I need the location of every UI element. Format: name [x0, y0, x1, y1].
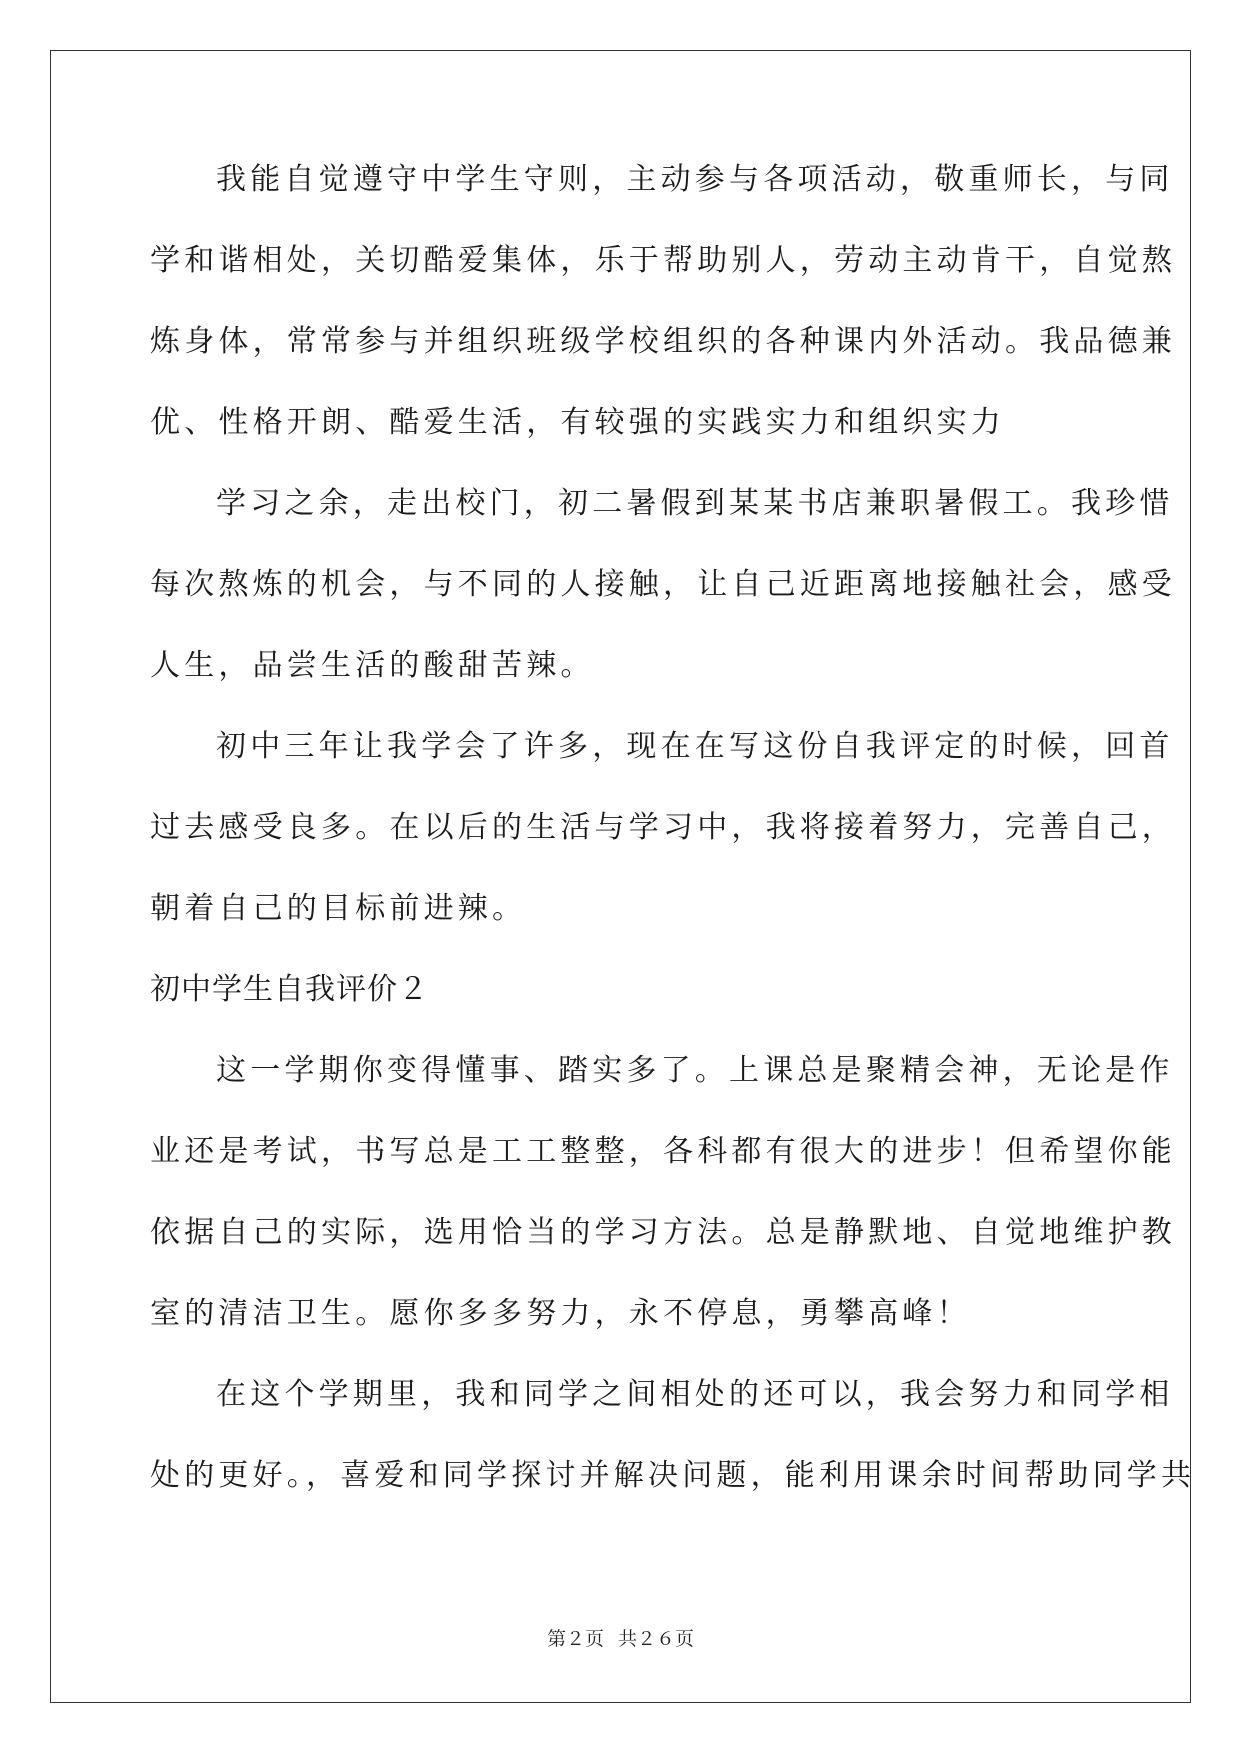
- text-line: 人生，品尝生活的酸甜苦辣。: [150, 648, 595, 683]
- page-number: 第２页: [546, 1628, 604, 1650]
- page-footer: [0, 1624, 1241, 1651]
- text-line: 优、性格开朗、酷爱生活，有较强的实践实力和组织实力: [150, 405, 1005, 440]
- text-line: 过去感受良多。在以后的生活与学习中，我将接着努力，完善自己，: [150, 810, 1176, 845]
- text-line: 朝着自己的目标前进辣。: [150, 891, 527, 926]
- text-line: 炼身体，常常参与并组织班级学校组织的各种课内外活动。我品德兼: [150, 324, 1176, 359]
- text-line: 初中三年让我学会了许多，现在在写这份自我评定的时候，回首: [216, 729, 1174, 764]
- text-line: 业还是考试，书写总是工工整整，各科都有很大的进步！但希望你能: [150, 1134, 1176, 1169]
- section-heading: 初中学生自我评价２: [150, 972, 429, 1007]
- text-line: 学和谐相处，关切酷爱集体，乐于帮助别人，劳动主动肯干，自觉熬: [150, 243, 1176, 278]
- text-line: 室的清洁卫生。愿你多多努力，永不停息，勇攀高峰！: [150, 1296, 971, 1331]
- text-line: 在这个学期里，我和同学之间相处的还可以，我会努力和同学相: [216, 1377, 1174, 1412]
- text-line: 学习之余，走出校门，初二暑假到某某书店兼职暑假工。我珍惜: [216, 486, 1174, 521]
- text-line: 依据自己的实际，选用恰当的学习方法。总是静默地、自觉地维护教: [150, 1215, 1176, 1250]
- text-line: 每次熬炼的机会，与不同的人接触，让自己近距离地接触社会，感受: [150, 567, 1176, 602]
- text-line: 这一学期你变得懂事、踏实多了。上课总是聚精会神，无论是作: [216, 1053, 1174, 1088]
- text-line: 处的更好。，喜爱和同学探讨并解决问题，能利用课余时间帮助同学共: [150, 1458, 1196, 1493]
- page-total: 共２６页: [618, 1628, 695, 1650]
- document-body: [150, 160, 1196, 1537]
- text-line: 我能自觉遵守中学生守则，主动参与各项活动，敬重师长，与同: [216, 162, 1174, 197]
